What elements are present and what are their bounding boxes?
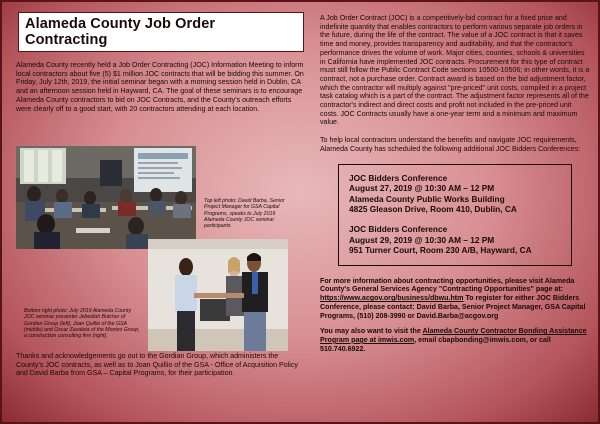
joc-description: A Job Order Contract (JOC) is a competitively-bid contract for a fixed price and indefinite quantity that enables contractors to perform various separate job orders in the future, during the life of the contract. The value of a JOC contract is that it saves time and money, provides transparency and auditability, and that the contractor's performance drives the volume of work. Major cities, counties, schools & universities in California have implemented JOC contracts. Procurement for this type of contract must still follow the Public Contract Code sections 10500-10506; in other words, it is a contract, not a purchase order. Contract award is based on the bid adjustment factor, which the contractor will multiply against "pre-priced" unit costs, compiled in a project task catalog which is a part of the contract. The adjustment factor represents all of the contractor's indirect and direct costs and profit not included in the pre-priced unit costs. JOC Contracts usually have a one-year term and a minimum and maximum value. bbox=[320, 14, 590, 127]
conferences-box bbox=[338, 164, 572, 266]
right-column bbox=[320, 14, 590, 353]
bonding-program-link[interactable]: Alameda County Contractor Bonding Assistance Program page at imwis.com bbox=[320, 327, 587, 344]
conference-datetime: August 27, 2019 @ 10:30 AM – 12 PM bbox=[349, 183, 495, 194]
bottom-photo-caption: Bottom right photo: July 2019 Alameda County JOC seminar presenter Jebediah Butcher of Gordian Group (left), Joan Quillio of the GSA (middle) and Oscar Zavaleta of the Montes Group, a construction consulting firm (right). bbox=[24, 308, 140, 340]
visit-contact: , email cbapbonding@imwis.com, or call 510.740.6922. bbox=[320, 335, 551, 353]
page-title: Alameda County Job Order Contracting bbox=[18, 12, 304, 52]
conference-name: JOC Bidders Conference bbox=[349, 223, 448, 234]
more-info-paragraph bbox=[320, 277, 590, 321]
top-photo-caption: Top left photo: David Barba, Senior Project Manager for GSA Capital Programs, speaks to July 2019 Alameda County JOC seminar participants. bbox=[204, 198, 285, 230]
bonding-program-paragraph bbox=[320, 327, 590, 353]
conference-name: JOC Bidders Conference bbox=[349, 172, 448, 183]
contracting-opportunities-link[interactable]: https://www.acgov.org/business/dbwu.htm bbox=[320, 294, 464, 303]
conference-address: 4825 Gleason Drive, Room 410, Dublin, CA bbox=[349, 204, 517, 215]
conference-venue: Alameda County Public Works Building bbox=[349, 193, 505, 204]
conference-dublin bbox=[349, 173, 561, 215]
seminar-room-photo bbox=[16, 146, 196, 249]
handshake-photo bbox=[148, 239, 288, 351]
visit-lead: You may also want to visit the bbox=[320, 327, 423, 336]
conference-address: 951 Turner Court, Room 230 A/B, Hayward, CA bbox=[349, 245, 532, 256]
more-info-lead: For more information about contracting opportunities, please visit Alameda County's General Services Agency "Contracting Opportunities" page at: bbox=[320, 276, 575, 294]
conference-hayward bbox=[349, 224, 561, 256]
conference-intro: To help local contractors understand the benefits and navigate JOC requirements, Alameda County has scheduled the following additional JOC Bidders Conferences: bbox=[320, 136, 581, 153]
intro-paragraph: Alameda County recently held a Job Order Contracting (JOC) Information Meeting to inform local contractors about five (5) $1 million JOC contracts that will be bidding this summer. On Friday, July 12th, 2019, the initial seminar began with a morning session held in Dublin, CA and an afternoon session held in Hayward, CA. The goal of these seminars is to encourage Alameda County contractors to bid on JOC Contracts, and the County's outreach efforts were clearly off to a good start, with 20 contractors attending at each location. bbox=[16, 61, 304, 113]
acknowledgements-paragraph: Thanks and acknowledgements go out to the Gordian Group, which administers the County's JOC contracts, as well as to Joan Quillio of the GSA - Office of Acquisition Policy and David Barba from GSA – Capital Programs, for their participation. bbox=[16, 352, 298, 378]
more-info-contact: To register for either JOC Bidders Conference, please contact: David Barba, Senior Project Manager, GSA Capital Programs, (510) 208-3990 or David.Barba@acgov.org bbox=[320, 294, 586, 320]
left-column bbox=[16, 12, 304, 113]
conference-datetime: August 29, 2019 @ 10:30 AM – 12 PM bbox=[349, 234, 495, 245]
